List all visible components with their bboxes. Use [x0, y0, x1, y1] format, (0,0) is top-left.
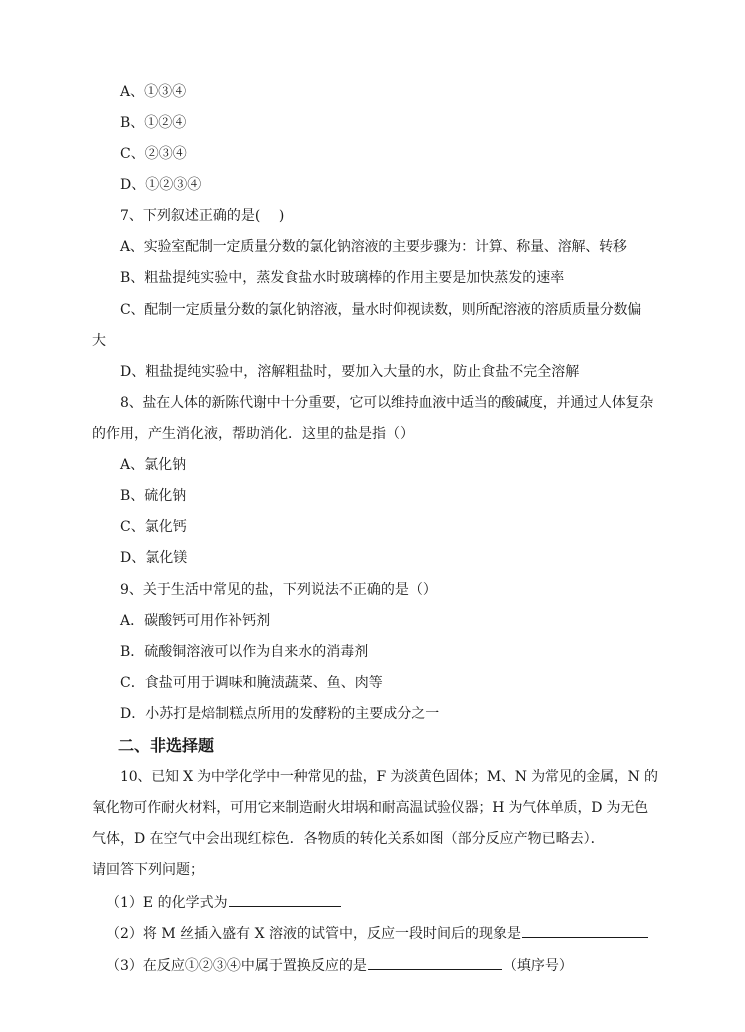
subquestion-2 [106, 922, 649, 942]
answer-blank-2[interactable] [522, 922, 648, 938]
option-6c: C、②③④ [120, 146, 187, 162]
subquestion-1 [106, 891, 342, 911]
option-7d: D、粗盐提纯实验中，溶解粗盐时，要加入大量的水，防止食盐不完全溶解 [120, 364, 580, 380]
question-10-line1: 10、已知 X 为中学化学中一种常见的盐，F 为淡黄色固体；M、N 为常见的金属，N 的 [120, 769, 658, 785]
answer-blank-3[interactable] [368, 954, 502, 970]
question-8-line1: 8、盐在人体的新陈代谢中十分重要，它可以维持血液中适当的酸碱度，并通过人体复杂 [120, 395, 654, 411]
option-7c-line1: C、配制一定质量分数的氯化钠溶液，量水时仰视读数，则所配溶液的溶质质量分数偏 [120, 302, 642, 318]
subquestion-3 [106, 954, 573, 974]
answer-blank-1[interactable] [229, 891, 341, 907]
question-10-line3: 气体，D 在空气中会出现红棕色．各物质的转化关系如图（部分反应产物已略去）． [92, 831, 605, 847]
option-6d: D、①②③④ [120, 177, 202, 193]
question-7: 7、下列叙述正确的是( ) [120, 208, 285, 224]
subquestion-2-text: （2）将 M 丝插入盛有 X 溶液的试管中，反应一段时间后的现象是 [106, 926, 522, 942]
option-7c-line2: 大 [92, 333, 106, 349]
option-8d: D、氯化镁 [120, 550, 188, 566]
question-10-line2: 氧化物可作耐火材料，可用它来制造耐火坩埚和耐高温试验仪器；H 为气体单质，D 为无色 [92, 800, 648, 816]
subquestion-3-note: （填序号） [502, 958, 573, 974]
subquestion-1-text: （1）E 的化学式为 [106, 895, 228, 911]
option-9c: C．食盐可用于调味和腌渍蔬菜、鱼、肉等 [120, 675, 383, 691]
question-8-line2: 的作用，产生消化液，帮助消化．这里的盐是指（） [92, 426, 414, 442]
option-8b: B、硫化钠 [120, 488, 187, 504]
option-7a: A、实验室配制一定质量分数的氯化钠溶液的主要步骤为：计算、称量、溶解、转移 [120, 239, 627, 255]
question-9: 9、关于生活中常见的盐，下列说法不正确的是（） [120, 582, 437, 598]
subquestion-3-text: （3）在反应①②③④中属于置换反应的是 [106, 958, 367, 974]
section-heading: 二、非选择题 [118, 736, 215, 755]
option-9a: A．碳酸钙可用作补钙剂 [120, 613, 271, 629]
option-8c: C、氯化钙 [120, 519, 187, 535]
option-7b: B、粗盐提纯实验中，蒸发食盐水时玻璃棒的作用主要是加快蒸发的速率 [120, 270, 565, 286]
option-6a: A、①③④ [120, 84, 187, 100]
option-9b: B．硫酸铜溶液可以作为自来水的消毒剂 [120, 644, 369, 660]
question-10-line4: 请回答下列问题； [92, 862, 204, 878]
option-6b: B、①②④ [120, 115, 187, 131]
option-9d: D．小苏打是焙制糕点所用的发酵粉的主要成分之一 [120, 706, 440, 722]
option-8a: A、氯化钠 [120, 457, 187, 473]
